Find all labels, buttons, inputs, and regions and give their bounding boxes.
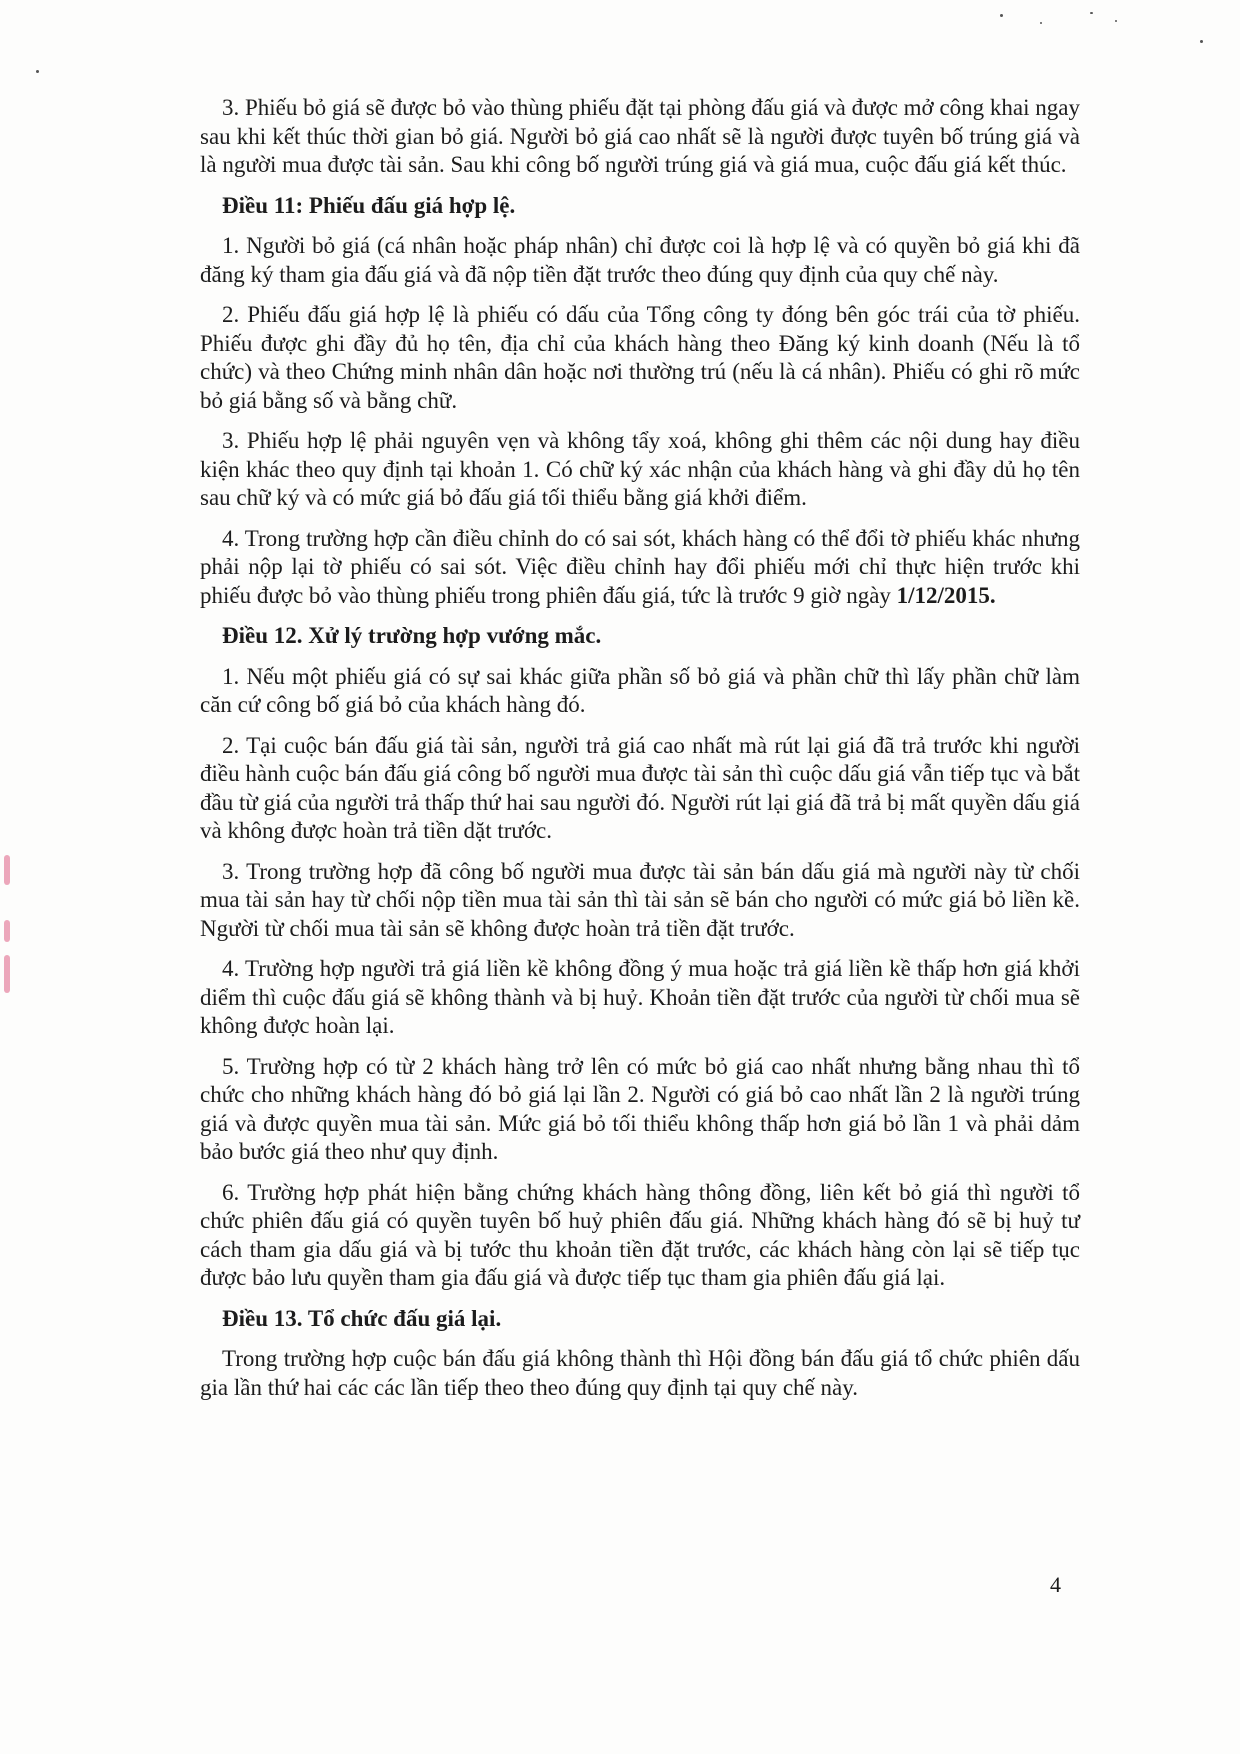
scan-speck bbox=[1200, 40, 1203, 43]
paragraph: 2. Tại cuộc bán đấu giá tài sản, người trả giá cao nhất mà rút lại giá đã trả trước khi người điều hành cuộc bán đấu giá công bố người mua được tài sản thì cuộc dấu giá vẫn tiếp tục và bắt đầu từ giá của người trả thấp thứ hai sau người đó. Người rút lại giá đã trả bị mất quyền dấu giá và không được hoàn trả tiền dặt trước. bbox=[200, 732, 1080, 843]
scan-speck bbox=[1090, 12, 1093, 14]
paragraph: Trong trường hợp cuộc bán đấu giá không thành thì Hội đồng bán đấu giá tổ chức phiên dấu gia lần thứ hai các các lần tiếp theo theo đúng quy định tại quy chế này. bbox=[200, 1346, 1080, 1400]
margin-mark bbox=[4, 955, 10, 993]
paragraph-text: 4. Trong trường hợp cần điều chỉnh do có sai sót, khách hàng có thể đổi tờ phiếu khác nhưng phải nộp lại tờ phiếu có sai sót. Việc điều chỉnh hay đổi phiếu mới chỉ thực hiện trước khi phiếu được bỏ vào thùng phiếu trong phiên đấu giá, tức là trước 9 giờ ngày bbox=[200, 525, 1080, 608]
paragraph: 2. Phiếu đấu giá hợp lệ là phiếu có dấu của Tổng công ty đóng bên góc trái của tờ phiếu. Phiếu được ghi đầy đủ họ tên, địa chỉ của khách hàng theo Đăng ký kinh doanh (Nếu là tổ chức) và theo Chứng minh nhân dân hoặc nơi thường trú (nếu là cá nhân). Phiếu có ghi rõ mức bỏ giá bằng số và bằng chữ. bbox=[200, 302, 1080, 413]
paragraph: 3. Trong trường hợp đã công bố người mua được tài sản bán dấu giá mà người này từ chối mua tài sản hay từ chối nộp tiền mua tài sản thì tài sản sẽ bán cho người có mức giá bỏ liền kề. Người từ chối mua tài sản sẽ không được hoàn trả tiền đặt trước. bbox=[200, 858, 1080, 941]
page-number: 4 bbox=[1050, 1572, 1061, 1597]
document-body bbox=[200, 94, 1080, 1414]
scan-speck bbox=[1040, 22, 1042, 24]
paragraph: 3. Phiếu hợp lệ phải nguyên vẹn và không tẩy xoá, không ghi thêm các nội dung hay điều kiện khác theo quy định tại khoản 1. Có chữ ký xác nhận của khách hàng và ghi đầy dủ họ tên sau chữ ký và có mức giá bỏ đấu giá tối thiểu bằng giá khởi điểm. bbox=[200, 428, 1080, 510]
article-13-heading: Điều 13. Tổ chức đấu giá lại. bbox=[222, 1305, 502, 1331]
scan-speck bbox=[1115, 20, 1117, 22]
paragraph: 5. Trường hợp có từ 2 khách hàng trở lên có mức bỏ giá cao nhất nhưng bằng nhau thì tổ chức cho những khách hàng đó bỏ giá lại lần 2. Người có giá bỏ cao nhất lần 2 là người trúng giá và được quyền mua tài sản. Mức giá bỏ tối thiểu không thấp hơn giá bỏ lần 1 và phải dảm bảo bước giá theo như quy định. bbox=[200, 1053, 1080, 1164]
paragraph: 3. Phiếu bỏ giá sẽ được bỏ vào thùng phiếu đặt tại phòng đấu giá và được mở công khai ngay sau khi kết thúc thời gian bỏ giá. Người bỏ giá cao nhất sẽ là người được tuyên bố trúng giá và là người mua được tài sản. Sau khi công bố người trúng giá và giá mua, cuộc đấu giá kết thúc. bbox=[200, 95, 1080, 177]
scan-speck bbox=[1000, 14, 1003, 17]
margin-mark bbox=[4, 855, 10, 885]
paragraph bbox=[200, 525, 1080, 611]
paragraph: 1. Người bỏ giá (cá nhân hoặc pháp nhân) chỉ được coi là hợp lệ và có quyền bỏ giá khi đã đăng ký tham gia đấu giá và đã nộp tiền đặt trước theo đúng quy định của quy chế này. bbox=[200, 233, 1080, 287]
scan-speck bbox=[36, 70, 39, 73]
paragraph: 1. Nếu một phiếu giá có sự sai khác giữa phần số bỏ giá và phần chữ thì lấy phần chữ làm căn cứ công bố giá bỏ của khách hàng đó. bbox=[200, 663, 1080, 717]
article-12-heading: Điều 12. Xử lý trường hợp vướng mắc. bbox=[222, 623, 602, 648]
paragraph: 4. Trường hợp người trả giá liền kề không đồng ý mua hoặc trả giá liền kề thấp hơn giá khởi diểm thì cuộc đấu giá sẽ không thành và bị huỷ. Khoản tiền đặt trước của người từ chối mua sẽ không được hoàn lại. bbox=[200, 956, 1080, 1038]
paragraph: 6. Trường hợp phát hiện bằng chứng khách hàng thông đồng, liên kết bỏ giá thì người tổ chức phiên đấu giá có quyền tuyên bố huỷ phiên đấu giá. Những khách hàng đó sẽ bị huỷ tư cách tham gia dấu giá và bị tước thu khoản tiền đặt trước, các khách hàng còn lại sẽ tiếp tục được bảo lưu quyền tham gia đấu giá và được tiếp tục tham gia phiên đấu giá lại. bbox=[200, 1179, 1080, 1290]
deadline-date: 1/12/2015. bbox=[896, 582, 996, 608]
article-11-heading: Điều 11: Phiếu đấu giá hợp lệ. bbox=[222, 192, 516, 218]
margin-mark bbox=[4, 920, 10, 942]
